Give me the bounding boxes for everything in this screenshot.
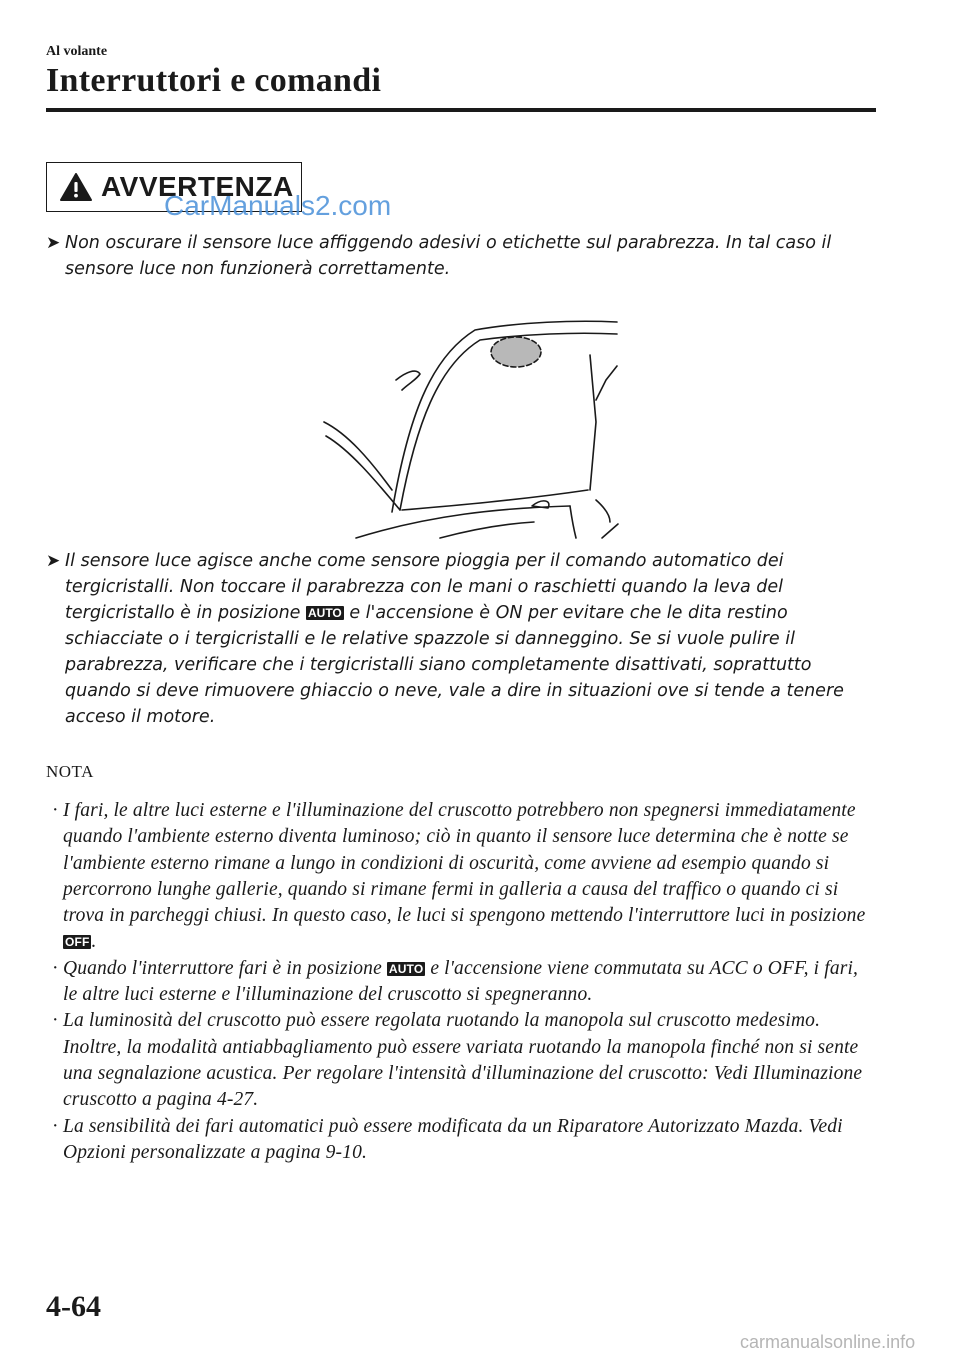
- auto-position-badge: AUTO: [307, 606, 342, 620]
- warning-item: [46, 230, 846, 282]
- warning-triangle-icon: [59, 172, 93, 202]
- bullet: ·: [52, 957, 59, 979]
- arrow-bullet-icon: ➤: [46, 551, 61, 571]
- bullet: ·: [52, 1010, 59, 1032]
- auto-position-badge: AUTO: [388, 961, 424, 976]
- page-number: 4-64: [46, 1290, 101, 1323]
- list-item: · La sensibilità dei fari automatici può essere modificata da un Riparatore Autorizzato Mazda. Vedi Opzioni personalizzate a pagina 9-10.: [52, 1115, 843, 1163]
- bullet: ·: [52, 1115, 59, 1137]
- list-item: · Quando l'interruttore fari è in posizione AUTO e l'accensione viene commutata su ACC o OFF, i fari, le altre luci esterne e l'illuminazione del cruscotto si spegneranno.: [52, 957, 859, 1006]
- arrow-bullet-icon: ➤: [46, 233, 61, 253]
- windshield-sensor-illustration: [320, 310, 620, 540]
- off-position-badge: OFF: [65, 935, 90, 950]
- warning-item-text: Non oscurare il sensore luce affiggendo adesivi o etichette sul parabrezza. In tal caso il sensore luce non funzionerà correttamente.: [65, 233, 832, 279]
- title-divider: [46, 108, 876, 112]
- bullet: ·: [52, 800, 59, 821]
- list-item: · La luminosità del cruscotto può essere regolata ruotando la manopola sul cruscotto medesimo. Inoltre, la modalità antiabbagliamento può essere variata ruotando la manopola finché non si sente una segnalazione acustica. Per regolare l'intensità d'illuminazione del cruscotto: Vedi Illuminazione cruscotto a pagina 4-27.: [52, 1010, 863, 1111]
- footer-watermark: carmanualsonline.info: [740, 1332, 916, 1352]
- warning-item: [46, 548, 846, 730]
- watermark: CarManuals2.com: [164, 190, 392, 221]
- note-heading: NOTA: [46, 762, 94, 781]
- note-list: [46, 798, 876, 1166]
- warning-label: AVVERTENZA: [101, 171, 294, 202]
- section-label: Al volante: [46, 44, 108, 59]
- list-item: · I fari, le altre luci esterne e l'illuminazione del cruscotto potrebbero non spegnersi immediatamente quando l'ambiente esterno diventa luminoso; ciò in quanto il sensore luce determina che è notte se l'ambiente esterno rimane a lungo in condizioni di oscurità, come avviene ad esempio quando si percorrono lunghe gallerie, quando si rimane fermi in galleria a causa del traffico o quando ci si trova in parcheggi chiusi. In questo caso, le luci si spengono mettendo l'interruttore luci in posizione OFF .: [52, 800, 866, 953]
- page-title: Interruttori e comandi: [46, 62, 382, 99]
- warning-item-text: Il sensore luce agisce anche come sensore pioggia per il comando automatico dei tergicristalli. Non toccare il parabrezza con le mani o raschietti quando la leva del tergicristallo è in posizione AUTO e l'accensione è ON per evitare che le dita restino schiacciate o i tergicristalli e le relative spazzole si danneggino. Se si vuole pulire il parabrezza, verificare che i tergicristalli siano completamente disattivati, soprattutto quando si deve rimuovere ghiaccio o neve, vale a dire in situazioni ove si tende a tenere acceso il motore.: [65, 551, 844, 727]
